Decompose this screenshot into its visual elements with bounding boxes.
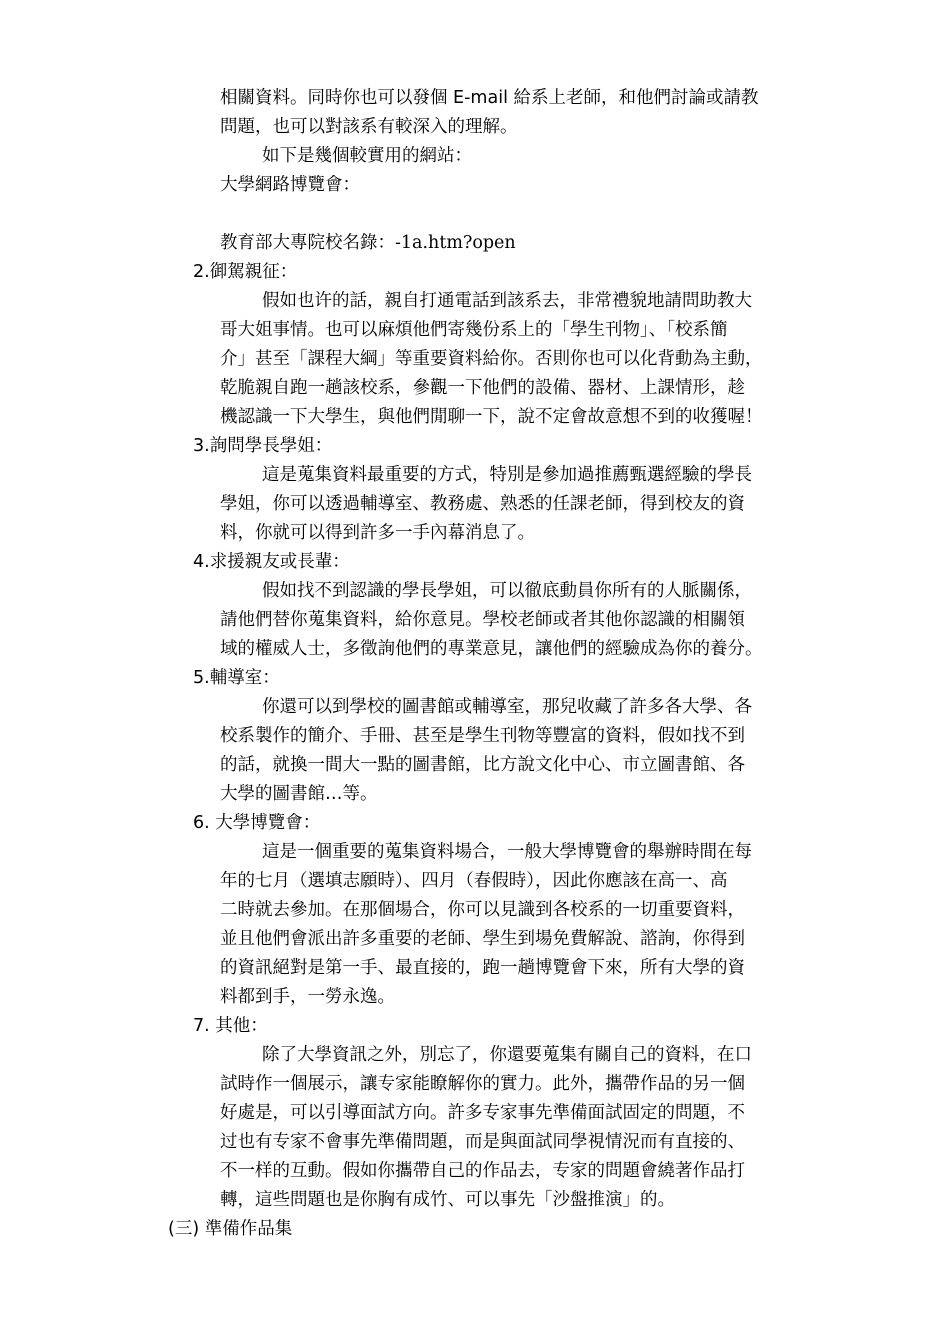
paragraph-line: 校系製作的簡介、手冊、甚至是學生刊物等豐富的資料，假如找不到 [220, 726, 745, 746]
paragraph-line: 試時作一個展示，讓专家能瞭解你的實力。此外，攜帶作品的另一個 [220, 1074, 745, 1094]
paragraph-line: 乾脆親自跑一趟該校系，參觀一下他們的設備、器材、上課情形，趁 [220, 378, 745, 398]
intro-line: 問題，也可以對該系有較深入的理解。 [220, 117, 518, 137]
paragraph-line: 好處是，可以引導面試方向。許多专家事先準備面試固定的問題，不 [220, 1103, 745, 1123]
moe-url: -1a.htm?open [395, 233, 516, 253]
chapter-heading: (三) 準備作品集 [168, 1219, 293, 1239]
paragraph-line: 年的七月（選填志願時）、四月（春假時），因此你應該在高一、高 [220, 871, 728, 891]
intro-line: 相關資料。同時你也可以發個 E-mail 給系上老師，和他們討論或請教 [220, 88, 759, 108]
section-heading: 7. 其他： [193, 1016, 268, 1036]
paragraph-line: 域的權威人士，多徵詢他們的專業意見，讓他們的經驗成為你的養分。 [220, 639, 763, 659]
moe-directory-line [220, 229, 516, 258]
paragraph-line: 除了大學資訊之外，別忘了，你還要蒐集有關自己的資料，在口 [262, 1045, 752, 1065]
paragraph-line: 哥大姐事情。也可以麻煩他們寄幾份系上的「學生刊物」、「校系簡 [220, 320, 728, 340]
paragraph-line: 的資訊絕對是第一手、最直接的，跑一趟博覽會下來，所有大學的資 [220, 958, 745, 978]
section-heading: 2.御駕親征： [193, 262, 298, 282]
paragraph-line: 二時就去參加。在那個場合，你可以見識到各校系的一切重要資料， [220, 900, 745, 920]
paragraph-line: 這是一個重要的蒐集資料場合，一般大學博覽會的舉辦時間在每 [262, 842, 752, 862]
paragraph-line: 料，你就可以得到許多一手內幕消息了。 [220, 523, 535, 543]
section-heading: 4.求援親友或長輩： [193, 552, 350, 572]
paragraph-line: 介」甚至「課程大綱」等重要資料給你。否則你也可以化背動為主動， [220, 349, 763, 369]
paragraph-line: 料都到手，一勞永逸。 [220, 987, 395, 1007]
paragraph-line: 學姐，你可以透過輔導室、教務處、熟悉的任課老師，得到校友的資 [220, 494, 745, 514]
paragraph-line: 你還可以到學校的圖書館或輔導室，那兒收藏了許多各大學、各 [262, 697, 752, 717]
paragraph-line: 过也有专家不會事先準備問題，而是與面試同學視情況而有直接的、 [220, 1132, 745, 1152]
section-heading: 6. 大學博覽會： [193, 813, 321, 833]
paragraph-line: 假如找不到認識的學長學姐，可以徹底動員你所有的人脈關係， [262, 581, 752, 601]
paragraph-line: 這是蒐集資料最重要的方式，特別是參加過推薦甄選經驗的學長 [262, 465, 752, 485]
intro-line: 如下是幾個較實用的網站： [262, 146, 472, 166]
paragraph-line: 請他們替你蒐集資料，給你意見。學校老師或者其他你認識的相關領 [220, 610, 745, 630]
section-heading: 3.詢問學長學姐： [193, 436, 333, 456]
paragraph-line: 轉，這些問題也是你胸有成竹、可以事先「沙盤推演」的。 [220, 1190, 675, 1210]
section-heading: 5.輔導室： [193, 668, 280, 688]
paragraph-line: 並且他們會派出許多重要的老師、學生到場免費解說、諮詢，你得到 [220, 929, 745, 949]
moe-label: 教育部大專院校名錄： [220, 233, 395, 253]
paragraph-line: 大學的圖書館…等。 [220, 784, 378, 804]
intro-line: 大學網路博覽會： [220, 175, 360, 195]
paragraph-line: 的話，就換一間大一點的圖書館，比方說文化中心、市立圖書館、各 [220, 755, 745, 775]
paragraph-line: 假如也许的話，親自打通電話到該系去，非常禮貌地請問助教大 [262, 291, 752, 311]
paragraph-line: 機認識一下大學生，與他們閒聊一下，說不定會故意想不到的收獲喔！ [220, 407, 763, 427]
paragraph-line: 不一样的互動。假如你攜帶自己的作品去，专家的問題會繞著作品打 [220, 1161, 745, 1181]
